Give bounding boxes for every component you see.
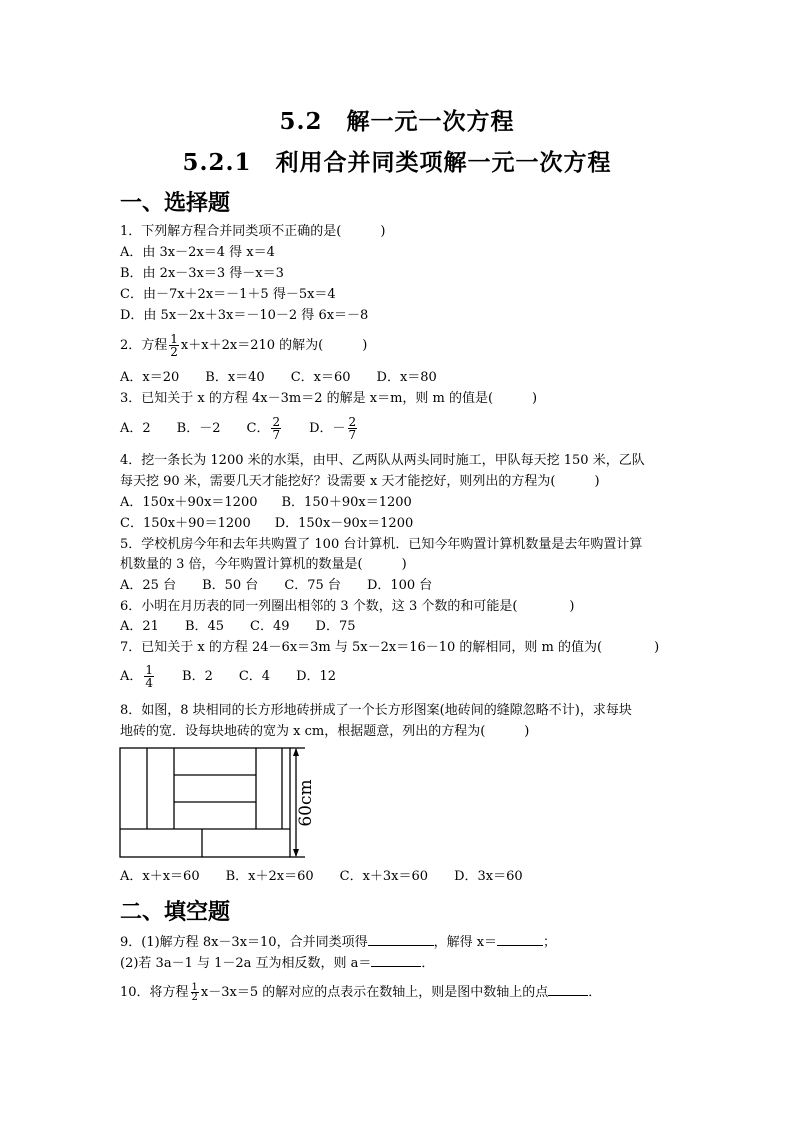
question-6-stem: 6．小明在月历表的同一列圈出相邻的 3 个数，这 3 个数的和可能是( ) <box>120 599 575 614</box>
question-9-part-1: 9．(1)解方程 8x－3x＝10，合并同类项得 ，解得 x＝ ； <box>120 935 557 950</box>
section-heading-choice: 一、选择题 <box>120 191 231 216</box>
question-2-stem: 2．方程 $\frac{1}{2}$ x＋x＋2x＝210 的解为( ) <box>120 332 368 359</box>
question-5-stem-line1: 5．学校机房今年和去年共购置了 100 台计算机．已知今年购置计算机数量是去年购置计算 <box>120 537 643 552</box>
question-4-options-row1 <box>120 495 438 511</box>
section-heading-fill: 二、填空题 <box>120 900 231 925</box>
question-1-option-b: B．由 2x－3x＝3 得－x＝3 <box>120 266 284 281</box>
question-8-stem-line2: 地砖的宽．设每块地砖的宽为 x cm，根据题意，列出的方程为( ) <box>120 724 530 739</box>
question-2-option-b: B．x＝40 <box>205 370 265 385</box>
question-7-option-d: D．12 <box>296 669 337 684</box>
question-5-options <box>120 578 458 594</box>
question-10-stem: 10．将方程 $\frac{1}{2}$ x－3x＝5 的解对应的点表示在数轴上，则是图中数轴上的点 ． <box>120 982 602 1003</box>
question-2-option-c: C．x＝60 <box>290 370 351 385</box>
question-3-option-a: A．2 <box>120 421 151 436</box>
dimension-arrow-bottom <box>293 849 299 857</box>
question-4-stem-line1: 4．挖一条长为 1200 米的水渠，由甲、乙两队从两头同时施工，甲队每天挖 150 米，乙队 <box>120 453 645 468</box>
section-title: 5.2 解一元一次方程 <box>279 108 515 135</box>
question-8-option-b: B．x＋2x＝60 <box>225 869 314 884</box>
question-9-part-2: (2)若 3a－1 与 1－2a 互为相反数，则 a＝ ． <box>120 956 435 971</box>
question-8-stem-line1: 8．如图，8 块相同的长方形地砖拼成了一个长方形图案(地砖间的缝隙忽略不计)，求每块 <box>120 703 632 718</box>
question-7-option-c: C．4 <box>238 669 271 684</box>
question-7-option-b: B．2 <box>182 669 213 684</box>
question-5-option-d: D．100 台 <box>366 578 433 593</box>
answer-blank[interactable] <box>497 933 543 946</box>
question-8-option-d: D．3x＝60 <box>454 869 523 884</box>
question-7-stem: 7．已知关于 x 的方程 24－6x＝3m 与 5x－2x＝16－10 的解相同，则 m 的值为( ) <box>120 640 660 655</box>
question-1-option-d: D．由 5x－2x＋3x＝－10－2 得 6x＝－8 <box>120 308 369 323</box>
dimension-label: 60cm <box>296 779 316 827</box>
question-2-option-d: D．x＝80 <box>376 370 437 385</box>
question-5-option-b: B．50 台 <box>202 578 259 593</box>
question-2-options <box>120 370 463 386</box>
question-4-option-d: D．150x－90x＝1200 <box>274 516 414 531</box>
question-5-option-a: A．25 台 <box>120 578 177 593</box>
question-6-option-a: A．21 <box>120 619 159 634</box>
question-4-option-c: C．150x＋90＝1200 <box>120 516 251 531</box>
question-4-option-a: A．150x＋90x＝1200 <box>120 495 258 510</box>
question-5-stem-line2: 机数量的 3 倍，今年购置计算机的数量是( ) <box>120 557 407 572</box>
fraction: $\frac{1}{2}$ <box>170 332 178 359</box>
question-3-stem: 3．已知关于 x 的方程 4x－3m＝2 的解是 x＝m，则 m 的值是( ) <box>120 391 538 406</box>
answer-blank[interactable] <box>548 983 588 996</box>
question-3-option-b: B．－2 <box>176 421 221 436</box>
question-1-stem: 1．下列解方程合并同类项不正确的是( ) <box>120 224 386 239</box>
question-4-options-row2 <box>120 516 439 532</box>
question-1-option-c: C．由－7x＋2x＝－1＋5 得－5x＝4 <box>120 287 336 302</box>
question-6-option-d: D．75 <box>315 619 356 634</box>
question-4-stem-line2: 每天挖 90 米，需要几天才能挖好？设需要 x 天才能挖好，则列出的方程为( ) <box>120 474 600 489</box>
question-7-option-a: A． $\frac{1}{4}$ <box>120 663 154 690</box>
question-6-option-b: B．45 <box>184 619 225 634</box>
question-8-option-c: C．x＋3x＝60 <box>339 869 429 884</box>
question-8-options <box>120 869 549 885</box>
subsection-title: 5.2.1 利用合并同类项解一元一次方程 <box>182 149 612 176</box>
answer-blank[interactable] <box>368 933 434 946</box>
question-3-option-d: D．－ $\frac{2}{7}$ <box>309 415 357 442</box>
dimension-arrow-top <box>293 748 299 756</box>
question-3-options <box>120 414 385 444</box>
question-6-option-c: C．49 <box>250 619 290 634</box>
question-5-option-c: C．75 台 <box>284 578 341 593</box>
tile-figure <box>119 747 319 861</box>
answer-blank[interactable] <box>371 954 421 967</box>
question-2-option-a: A．x＝20 <box>120 370 180 385</box>
question-1-option-a: A．由 3x－2x＝4 得 x＝4 <box>120 245 275 260</box>
question-7-options <box>120 662 362 692</box>
question-3-option-c: C． $\frac{2}{7}$ <box>246 415 281 442</box>
question-6-options <box>120 619 382 635</box>
question-8-option-a: A．x＋x＝60 <box>120 869 200 884</box>
question-4-option-b: B．150＋90x＝1200 <box>281 495 412 510</box>
